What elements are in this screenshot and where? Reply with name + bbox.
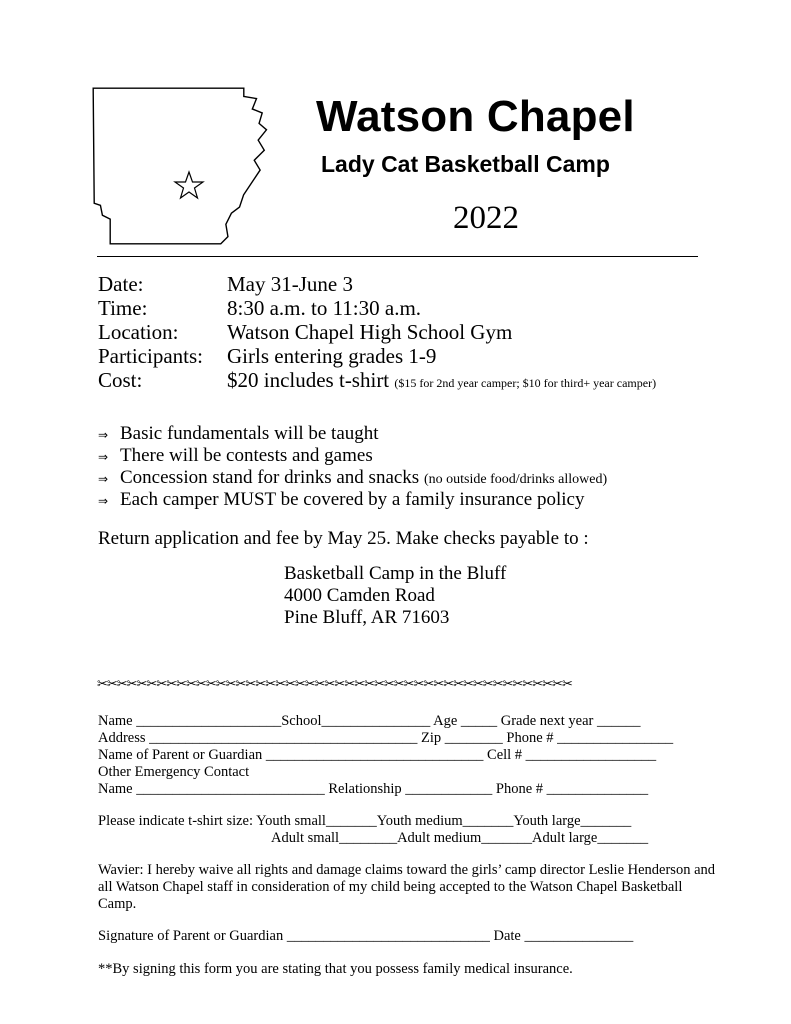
page-title: Watson Chapel	[316, 92, 635, 141]
waiver-text: Wavier: I hereby waive all rights and damage claims toward the girls’ camp director Leslie Henderson and all Watson Chapel staff in consideration of my child being accepted to the Watson Chapel Basketball Camp.	[98, 862, 716, 912]
info-value	[227, 368, 656, 395]
arrow-bullet-icon: ⇒	[98, 472, 109, 486]
arrow-bullet-icon: ⇒	[98, 494, 109, 508]
cost-text: $20 includes t-shirt	[227, 368, 390, 392]
info-value: 8:30 a.m. to 11:30 a.m.	[227, 296, 422, 320]
address-line: Pine Bluff, AR 71603	[284, 607, 450, 628]
form-line-emergency: Name __________________________ Relationship ____________ Phone # ______________	[98, 781, 649, 797]
tshirt-size-adult: Adult small________Adult medium_______Adult large_______	[271, 830, 649, 846]
year: 2022	[453, 200, 519, 236]
form-line-emergency-label: Other Emergency Contact	[98, 764, 250, 780]
form-line-guardian: Name of Parent or Guardian ______________________________ Cell # __________________	[98, 747, 657, 763]
cut-line-scissors-icon: ✂✂✂✂✂✂✂✂✂✂✂✂✂✂✂✂✂✂✂✂✂✂✂✂✂✂✂✂✂✂✂✂✂✂✂✂✂✂✂✂✂✂✂✂✂✂✂✂	[97, 677, 572, 692]
bullet-item	[98, 489, 584, 511]
info-label: Time:	[98, 296, 148, 320]
signature-line: Signature of Parent or Guardian ____________________________ Date _______________	[98, 928, 634, 944]
bullet-item	[98, 423, 379, 445]
header-divider	[97, 256, 698, 257]
info-label: Participants:	[98, 344, 203, 368]
arrow-bullet-icon: ⇒	[98, 450, 109, 464]
info-label: Location:	[98, 320, 179, 344]
bullet-text: Basic fundamentals will be taught	[120, 423, 379, 444]
tshirt-size-youth: Please indicate t-shirt size: Youth small_______Youth medium_______Youth large_______	[98, 813, 632, 829]
address-line: 4000 Camden Road	[284, 585, 435, 606]
info-value: May 31-June 3	[227, 272, 353, 296]
address-line: Basketball Camp in the Bluff	[284, 563, 507, 584]
arkansas-state-outline-icon	[92, 86, 272, 248]
bullet-text: Each camper MUST be covered by a family insurance policy	[120, 489, 585, 510]
insurance-footnote: **By signing this form you are stating that you possess family medical insurance.	[98, 961, 573, 977]
info-value: Watson Chapel High School Gym	[227, 320, 513, 344]
info-label: Cost:	[98, 368, 143, 392]
info-label: Date:	[98, 272, 144, 296]
info-value: Girls entering grades 1-9	[227, 344, 437, 368]
bullet-item	[98, 467, 607, 489]
arrow-bullet-icon: ⇒	[98, 428, 109, 442]
bullet-text: There will be contests and games	[120, 445, 373, 466]
bullet-note: (no outside food/drinks allowed)	[423, 472, 608, 487]
page-subtitle: Lady Cat Basketball Camp	[321, 151, 610, 177]
form-line-name: Name ____________________School_______________ Age _____ Grade next year ______	[98, 713, 641, 729]
form-line-address: Address _____________________________________ Zip ________ Phone # ________________	[98, 730, 674, 746]
cost-note: ($15 for 2nd year camper; $10 for third+ year camper)	[394, 376, 657, 390]
bullet-item	[98, 445, 373, 467]
return-instructions: Return application and fee by May 25. Make checks payable to :	[98, 528, 589, 549]
bullet-text: Concession stand for drinks and snacks	[120, 467, 420, 488]
